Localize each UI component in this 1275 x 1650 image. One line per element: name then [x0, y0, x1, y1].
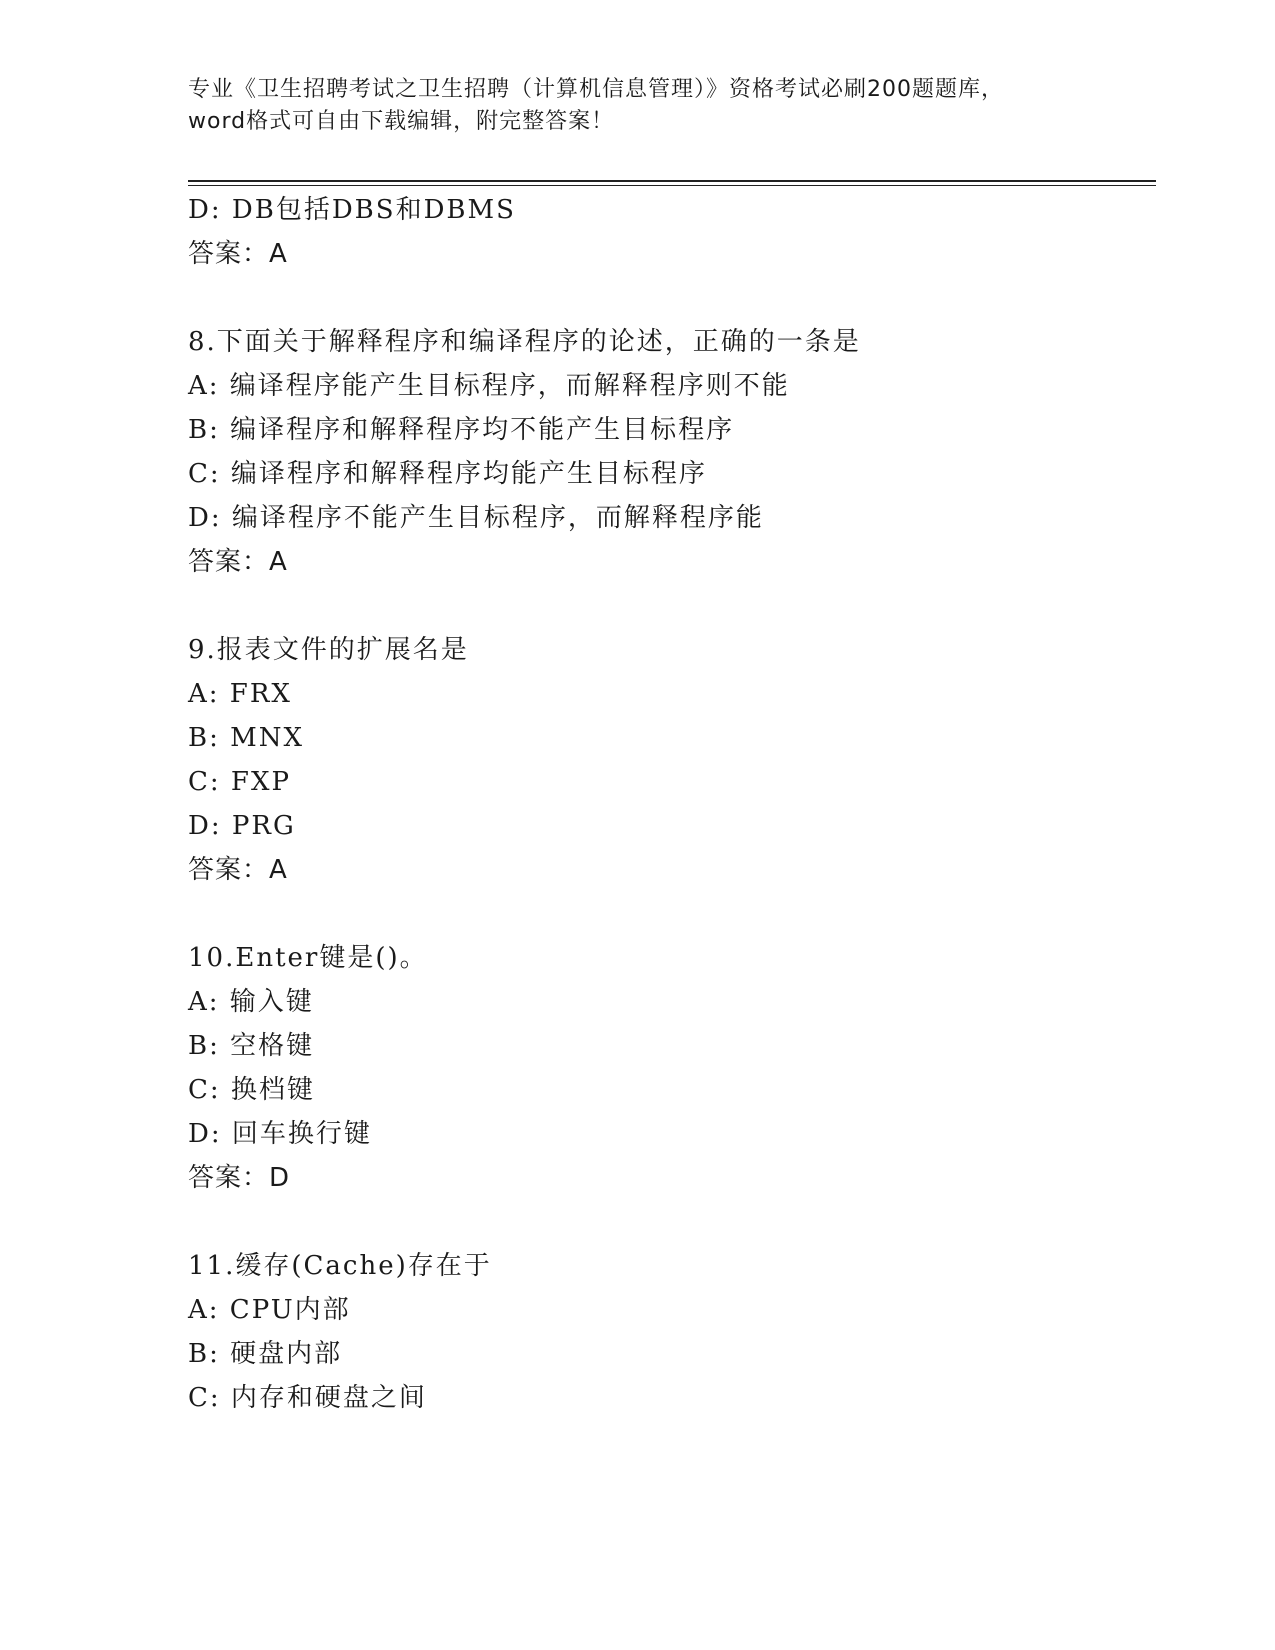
q10-option-d: D: 回车换行键	[188, 1119, 372, 1149]
header-title-line-2: word格式可自由下载编辑，附完整答案！	[188, 109, 615, 134]
q10-option-c: C: 换档键	[188, 1075, 315, 1105]
header-divider	[188, 180, 1156, 186]
q8-option-b: B: 编译程序和解释程序均不能产生目标程序	[188, 415, 735, 445]
q9-option-b: B: MNX	[188, 723, 305, 753]
q10-option-a: A: 输入键	[188, 987, 314, 1017]
q8-answer: 答案：A	[188, 547, 288, 577]
q7-option-d: D: DB包括DBS和DBMS	[188, 195, 516, 225]
q10-option-b: B: 空格键	[188, 1031, 315, 1061]
header-title-line-1: 专业《卫生招聘考试之卫生招聘（计算机信息管理）》资格考试必刷200题题库，	[188, 77, 1004, 102]
q8-option-d: D: 编译程序不能产生目标程序，而解释程序能	[188, 503, 764, 533]
q9-question: 9.报表文件的扩展名是	[188, 635, 469, 665]
q11-option-b: B: 硬盘内部	[188, 1339, 343, 1369]
document-header	[188, 74, 1088, 138]
q9-option-a: A: FRX	[188, 679, 292, 709]
q9-option-c: C: FXP	[188, 767, 291, 797]
q11-question: 11.缓存(Cache)存在于	[188, 1251, 492, 1281]
q9-option-d: D: PRG	[188, 811, 296, 841]
q8-question: 8.下面关于解释程序和编译程序的论述，正确的一条是	[188, 327, 861, 357]
q10-question: 10.Enter键是()。	[188, 943, 428, 973]
q10-answer: 答案：D	[188, 1163, 291, 1193]
q11-option-a: A: CPU内部	[188, 1295, 351, 1325]
q8-option-a: A: 编译程序能产生目标程序，而解释程序则不能	[188, 371, 790, 401]
q8-option-c: C: 编译程序和解释程序均能产生目标程序	[188, 459, 707, 489]
q7-answer: 答案：A	[188, 239, 288, 269]
q11-option-c: C: 内存和硬盘之间	[188, 1383, 427, 1413]
q9-answer: 答案：A	[188, 855, 288, 885]
